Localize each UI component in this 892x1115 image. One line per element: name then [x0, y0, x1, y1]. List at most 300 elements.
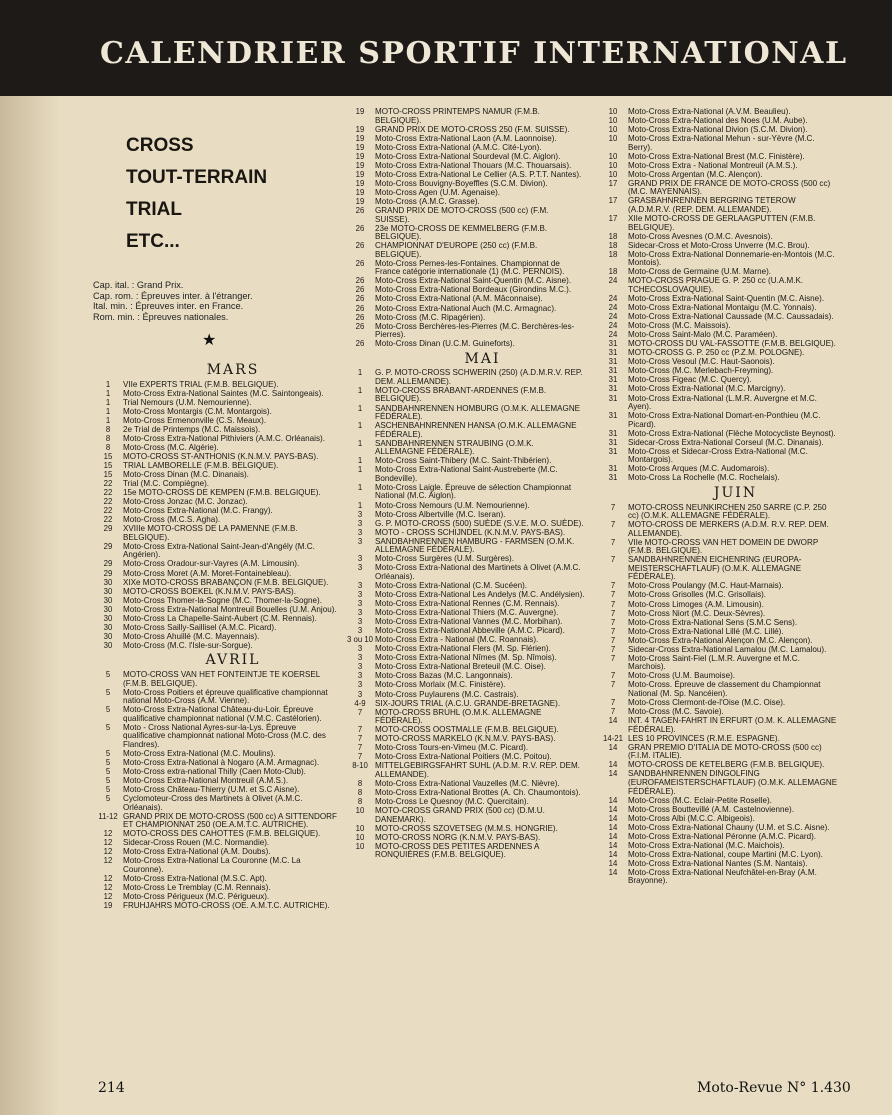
event-entry: [345, 242, 585, 259]
event-entry: [345, 511, 585, 520]
event-text: GRAND PRIX DE FRANCE DE MOTO-CROSS (500 cc) (M.C. MAYENNAIS).: [628, 178, 831, 197]
event-date: 31: [608, 348, 618, 358]
event-text: SANDBAHNRENNEN HAMBURG - FARMSEN (O.M.K. ALLEMAGNE FÉDÉRALE).: [375, 536, 575, 555]
event-date: 26: [355, 312, 365, 322]
event-text: XIXe MOTO-CROSS BRABANÇON (F.M.B. BELGIQUE).: [123, 577, 329, 587]
event-date: 8: [357, 778, 363, 788]
event-date: 31: [608, 464, 618, 474]
event-date: 30: [103, 604, 113, 614]
event-date: 26: [355, 339, 365, 349]
event-text: GRAN PREMIO D'ITALIA DE MOTO-CROSS (500 cc) (F.I.M. ITALIE).: [628, 742, 822, 761]
event-text: MOTO-CROSS NORG (K.N.M.V. PAYS-BAS).: [375, 832, 541, 842]
event-entry: [345, 135, 585, 144]
event-text: Moto-Cross Extra-National Flers (M. Sp. Flérien).: [375, 644, 551, 654]
event-date: 14: [608, 831, 618, 841]
event-entry: [598, 135, 838, 152]
event-entry: [598, 412, 838, 429]
event-entry: [598, 251, 838, 268]
event-text: Moto-Cross Extra - National (M.C. Roannais).: [375, 635, 539, 645]
event-text: Moto-Cross Arques (M.C. Audomarois).: [628, 464, 770, 474]
event-date: 26: [355, 321, 365, 331]
event-date: 14: [608, 813, 618, 823]
event-text: LES 10 PROVINCES (R.M.E. ESPAGNE).: [628, 733, 780, 743]
event-text: Moto-Cross. Épreuve de classement du Championnat National (M. Sp. Nancéien).: [628, 680, 821, 698]
event-date: 14: [608, 840, 618, 850]
event-text: Moto-Cross Extra-National (A.M. Mâconnaise).: [375, 294, 543, 304]
event-date: 3: [357, 617, 363, 627]
event-text: Moto-Cross Figeac (M.C. Quercy).: [628, 375, 752, 385]
event-date: 14: [608, 804, 618, 814]
event-date: 24: [608, 321, 618, 331]
event-date: 10: [355, 832, 365, 842]
event-date: 5: [105, 794, 111, 804]
event-date: 1: [357, 368, 363, 378]
event-date: 17: [608, 214, 618, 224]
event-date: 31: [608, 339, 618, 349]
abbr-line: Rom. min. : Épreuves nationales.: [93, 311, 229, 322]
event-entry: [598, 744, 838, 761]
event-entry: [93, 671, 338, 688]
event-date: 14: [608, 858, 618, 868]
event-entry: [598, 824, 838, 833]
event-text: Moto-Cross Poitiers et épreuve qualificative championnat national Moto-Cross (A.M. Vienne).: [123, 687, 328, 706]
event-text: MOTO-CROSS G. P. 250 cc (P.Z.M. POLOGNE).: [628, 348, 805, 358]
event-text: Moto-Cross Extra-National Vauzelles (M.C. Nièvre).: [375, 778, 560, 788]
event-text: Moto-Cross Tours-en-Vimeu (M.C. Picard).: [375, 743, 529, 753]
event-date: 12: [103, 874, 113, 884]
event-text: 15e MOTO-CROSS DE KEMPEN (F.M.B. BELGIQUE).: [123, 488, 321, 498]
event-date: 1: [357, 385, 363, 395]
event-entry: [598, 233, 838, 242]
event-text: Moto-Cross Puylaurens (M.C. Castrais).: [375, 689, 519, 699]
event-text: Moto-Cross Extra-National Divion (S.C.M. Divion).: [628, 125, 808, 135]
event-date: 18: [608, 240, 618, 250]
event-text: Moto-Cross Morlaix (M.C. Finistère).: [375, 680, 506, 690]
event-text: Moto-Cross Extra-National La Couronne (M.C. La Couronne).: [123, 856, 301, 875]
event-text: Moto-Cross (M.C. Merlebach-Freyming).: [628, 366, 774, 376]
event-text: Moto-Cross Extra-National Brottes (A. Ch. Chaumontois).: [375, 788, 581, 798]
event-date: 5: [105, 767, 111, 777]
event-date: 30: [103, 613, 113, 623]
event-date: 3: [357, 536, 363, 546]
event-entry: [598, 815, 838, 824]
event-text: Moto-Cross Extra-National Saint-Jean-d'Angély (M.C. Angérien).: [123, 541, 315, 560]
event-text: Moto-Cross Extra-National des Martinets à Olivet (A.M.C. Orléanais).: [375, 563, 581, 581]
event-text: Moto-Cross La Rochelle (M.C. Rochelais).: [628, 473, 780, 483]
event-date: 3: [357, 644, 363, 654]
event-date: 31: [608, 428, 618, 438]
event-entry: [598, 655, 838, 672]
event-entry: [598, 504, 838, 521]
event-entry: [598, 215, 838, 232]
event-text: MOTO - CROSS SCHIJNDEL (K.N.M.V. PAYS-BAS).: [375, 527, 566, 537]
event-entry: [598, 806, 838, 815]
event-text: Moto - Cross National Ayres-sur-la-Lys. Épreuve qualificative championnat national Moto-Cross (M.C. des Flandres).: [123, 722, 326, 749]
event-text: Moto-Cross Extra-National Thouars (M.C. Thouarsais).: [375, 160, 572, 170]
event-entry: [345, 153, 585, 162]
event-date: 5: [105, 785, 111, 795]
event-text: MOTO-CROSS DE KETELBERG (F.M.B. BELGIQUE).: [628, 760, 825, 770]
event-text: Moto-Cross Extra-National à Nogaro (A.M. Armagnac).: [123, 757, 320, 767]
event-date: 24: [608, 276, 618, 286]
event-date: 12: [103, 838, 113, 848]
event-date: 14: [608, 822, 618, 832]
event-date: 30: [103, 631, 113, 641]
event-date: 3: [357, 671, 363, 681]
event-entry: [598, 539, 838, 556]
month-heading: MARS: [206, 362, 260, 378]
event-date: 3: [357, 563, 363, 573]
event-date: 10: [608, 160, 618, 170]
event-entry: [345, 484, 585, 501]
event-text: MOTO-CROSS ST-ANTHONIS (K.N.M.V. PAYS-BAS).: [123, 451, 319, 461]
event-text: Moto-Cross Extra-National Breteuil (M.C. Oise).: [375, 662, 546, 672]
event-date: 7: [610, 653, 616, 663]
event-date: 3: [357, 680, 363, 690]
event-entry: [598, 395, 838, 412]
event-date: 3: [357, 554, 363, 564]
event-text: Moto-Cross Le Tremblay (C.M. Rennais).: [123, 883, 271, 893]
event-entry: [93, 570, 338, 579]
event-text: Moto-Cross Oradour-sur-Vayres (A.M. Limousin).: [123, 559, 300, 569]
event-entry: [93, 543, 338, 560]
event-date: 1: [105, 397, 111, 407]
event-entry: [345, 520, 585, 529]
event-date: 30: [103, 586, 113, 596]
event-date: 19: [355, 151, 365, 161]
event-date: 24: [608, 312, 618, 322]
event-text: SANDBAHNRENNEN DINGOLFING (EUROFAMEISTERSCHAFTLAUF) (O.M.K. ALLEMAGNE FÉDÉRALE).: [628, 769, 838, 796]
event-text: Sidecar-Cross Extra-National Lamalou (M.C. Lamalou).: [628, 644, 827, 654]
event-date: 7: [357, 725, 363, 735]
event-date: 31: [608, 437, 618, 447]
event-date: 19: [355, 133, 365, 143]
event-entry: [345, 314, 585, 323]
event-text: SIX-JOURS TRIAL (A.C.U. GRANDE-BRETAGNE).: [375, 698, 561, 708]
event-text: Moto-Cross Extra-National Alençon (M.C. Alençon).: [628, 635, 813, 645]
event-entry: [93, 813, 338, 830]
event-date: 14-21: [603, 733, 623, 743]
event-date: 7: [610, 617, 616, 627]
event-text: Moto-Cross Extra-National Les Andelys (M.C. Andélysien).: [375, 589, 585, 599]
event-date: 26: [355, 303, 365, 313]
abbreviation-legend: [93, 280, 253, 322]
event-entry: [93, 642, 338, 651]
event-entry: [345, 260, 585, 277]
event-date: 12: [103, 829, 113, 839]
event-date: 22: [103, 515, 113, 525]
event-date: 30: [103, 640, 113, 650]
event-entry: [93, 390, 338, 399]
event-date: 7: [610, 698, 616, 708]
event-text: Moto-Cross Extra-National Donnemarie-en-Montois (M.C. Montois).: [628, 249, 835, 268]
event-date: 8: [105, 424, 111, 434]
event-text: Moto-Cross Avesnes (O.M.C. Avesnois).: [628, 231, 773, 241]
event-date: 5: [105, 705, 111, 715]
event-text: G. P. MOTO-CROSS SCHWERIN (250) (A.D.M.R.V. REP. DEM. ALLEMANDE).: [375, 368, 583, 386]
event-date: 14: [608, 769, 618, 779]
event-date: 7: [357, 734, 363, 744]
event-text: Moto-Cross Albertville (M.C. Iseran).: [375, 509, 506, 519]
event-text: MOTO-CROSS DES CAHOTTES (F.M.B. BELGIQUE).: [123, 829, 321, 839]
event-text: MOTO-CROSS PRINTEMPS NAMUR (F.M.B. BELGIQUE).: [375, 107, 540, 125]
event-entry: [93, 689, 338, 706]
event-entry: [93, 588, 338, 597]
event-text: Moto-Cross Extra-National (M.C. Moulins).: [123, 748, 276, 758]
event-date: 8: [105, 442, 111, 452]
event-entry: [345, 305, 585, 314]
event-date: 10: [355, 841, 365, 851]
event-text: Moto-Cross Extra-National Lillé (M.C. Lillé).: [628, 626, 784, 636]
event-date: 26: [355, 294, 365, 304]
abbr-line: Ital. min. : Épreuves inter. en France.: [93, 301, 244, 311]
event-text: Moto-Cross Extra-National (A.M. Doubs).: [123, 847, 271, 857]
event-date: 15: [103, 470, 113, 480]
event-text: Moto-Cross Extra-National Mehun - sur-Yèvre (M.C. Berry).: [628, 134, 815, 152]
event-text: Moto-Cross Surgères (U.M. Surgères).: [375, 554, 514, 564]
event-date: 26: [355, 258, 365, 268]
event-date: 26: [355, 206, 365, 216]
event-text: Moto-Cross Jonzac (M.C. Jonzac).: [123, 497, 248, 507]
event-date: 14: [608, 716, 618, 726]
event-text: XVIIIe MOTO-CROSS DE LA PAMENNE (F.M.B. BELGIQUE).: [123, 524, 298, 542]
event-entry: [345, 108, 585, 125]
event-text: Moto-Cross Extra-National, coupe Martini (M.C. Lyon).: [628, 849, 823, 859]
event-date: 10: [608, 116, 618, 126]
event-text: Moto-Cross Bouttevillé (A.M. Castelnovienne).: [628, 804, 794, 814]
event-text: Moto-Cross (M.C. l'Isle-sur-Sorgue).: [123, 640, 253, 650]
event-text: Moto-Cross Pernes-les-Fontaines. Championnat de France catégorie internationale (1) (M.C. PERNOIS).: [375, 258, 565, 277]
event-text: Sidecar-Cross et Moto-Cross Unverre (M.C. Brou).: [628, 240, 810, 250]
event-text: MOTO-CROSS PRAGUE G. P. 250 cc (U.A.M.K. TCHECOSLOVAQUIE).: [628, 276, 804, 294]
event-text: Moto-Cross (M.C. Ripagérien).: [375, 312, 486, 322]
event-date: 26: [355, 276, 365, 286]
event-text: Moto-Cross Extra-National Rennes (C.M. Rennais).: [375, 599, 560, 609]
event-text: Moto-Cross Bazas (M.C. Langonnais).: [375, 671, 513, 681]
intro-line-4: ETC...: [126, 231, 180, 252]
event-entry: [598, 770, 838, 796]
event-entry: [345, 126, 585, 135]
event-text: SANDBAHNRENNEN EICHENRING (EUROPA-MEISTERSCHAFTLAUF) (O.M.K. ALLEMAGNE FÉDÉRALE).: [628, 555, 802, 582]
event-date: 7: [610, 707, 616, 717]
event-text: Moto-Cross Extra-National (M.S.C. Apt).: [123, 874, 267, 884]
event-entry: [598, 735, 838, 744]
event-date: 8: [357, 797, 363, 807]
event-entry: [598, 385, 838, 394]
event-date: 7: [610, 608, 616, 618]
event-text: Moto-Cross Extra-National (C.M. Sucéen).: [375, 580, 528, 590]
event-text: VIIe EXPERTS TRIAL (F.M.B. BELGIQUE).: [123, 379, 279, 389]
event-entry: [93, 381, 338, 390]
event-date: 3: [357, 653, 363, 663]
event-date: 3: [357, 662, 363, 672]
event-text: Moto-Cross Extra-National Nîmes (M. Sp. Nîmois).: [375, 653, 557, 663]
event-date: 7: [610, 520, 616, 530]
intro-line-3: TRIAL: [126, 199, 182, 220]
event-date: 5: [105, 687, 111, 697]
abbr-line: Cap. rom. : Épreuves inter. à l'étranger.: [93, 290, 253, 301]
event-entry: [598, 153, 838, 162]
event-date: 3: [357, 626, 363, 636]
event-text: Moto-Cross Périgueux (M.C. Périgueux).: [123, 892, 270, 902]
event-date: 19: [355, 196, 365, 206]
event-text: Moto-Cross Extra-National Le Cellier (A.S. P.T.T. Nantes).: [375, 169, 582, 179]
event-text: VIIe MOTO-CROSS VAN HET DOMEIN DE DWORP (F.M.B. BELGIQUE).: [628, 537, 819, 556]
event-text: SANDBAHNRENNEN HOMBURG (O.M.K. ALLEMAGNE FÉDÉRALE).: [375, 403, 581, 422]
event-text: Moto-Cross de Germaine (U.M. Marne).: [628, 267, 772, 277]
event-text: 23e MOTO-CROSS DE KEMMELBERG (F.M.B. BELGIQUE).: [375, 223, 548, 242]
event-text: CHAMPIONNAT D'EUROPE (250 cc) (F.M.B. BELGIQUE).: [375, 241, 538, 259]
event-date: 1: [357, 421, 363, 431]
event-date: 31: [608, 375, 618, 385]
event-text: Moto-Cross Ermenonville (C.S. Meaux).: [123, 415, 267, 425]
event-date: 26: [355, 241, 365, 251]
event-date: 22: [103, 479, 113, 489]
event-date: 10: [608, 107, 618, 116]
event-text: MOTO-CROSS BRUHL (O.M.K. ALLEMAGNE FÉDÉRALE).: [375, 707, 542, 726]
event-text: Moto-Cross Extra-National Saint-Quentin (M.C. Aisne).: [375, 276, 572, 286]
event-date: 31: [608, 366, 618, 376]
event-entry: [93, 417, 338, 426]
event-date: 14: [608, 795, 618, 805]
event-text: INT. 4 TAGEN-FAHRT IN ERFURT (O.M. K. ALLEMAGNE FÉDÉRALE).: [628, 716, 837, 734]
event-date: 10: [608, 169, 618, 179]
event-text: Moto-Cross Extra-National Neufchâtel-en-Bray (A.M. Brayonne).: [628, 867, 817, 886]
event-date: 1: [357, 456, 363, 466]
event-text: Moto-Cross Extra-National (A.M.C. Cité-Lyon).: [375, 142, 542, 152]
event-entry: [598, 521, 838, 538]
event-entry: [598, 637, 838, 646]
event-date: 5: [105, 757, 111, 767]
event-text: Moto-Cross Poulangy (M.C. Haut-Marnais).: [628, 581, 784, 591]
event-date: 31: [608, 411, 618, 421]
event-text: Moto-Cross Extra-National Nantes (S.M. Nantais).: [628, 858, 808, 868]
event-date: 31: [608, 357, 618, 367]
event-date: 24: [608, 303, 618, 313]
intro-line-2: TOUT-TERRAIN: [126, 167, 268, 188]
event-text: GRASBAHNRENNEN BERGRING TETEROW (A.D.M.R.V. (REP. DEM. ALLEMANDE).: [628, 196, 796, 215]
event-text: Moto-Cross Extra-National Thiers (M.C. Auvergne).: [375, 608, 559, 618]
event-entry: [598, 197, 838, 214]
event-entry: [598, 180, 838, 197]
event-entry: [93, 560, 338, 569]
event-text: FRUHJAHRS MOTO-CROSS (OE. A.M.T.C. AUTRICHE).: [123, 901, 330, 911]
event-date: 3: [357, 599, 363, 609]
event-text: Moto-Cross Extra-National Abbeville (A.M.C. Picard).: [375, 626, 565, 636]
event-date: 7: [357, 752, 363, 762]
event-entry: [93, 597, 338, 606]
event-entry: [345, 295, 585, 304]
event-entry: [345, 340, 585, 349]
event-text: MOTO-CROSS OOSTMALLE (F.M.B. BELGIQUE).: [375, 725, 559, 735]
event-date: 15: [103, 451, 113, 461]
event-text: Sidecar-Cross Rouen (M.C. Normandie).: [123, 838, 270, 848]
event-text: 2e Trial de Printemps (M.C. Maissois).: [123, 424, 261, 434]
event-date: 19: [355, 160, 365, 170]
event-entry: [345, 225, 585, 242]
event-entry: [93, 525, 338, 542]
event-text: Moto-Cross (M.C. Savoie).: [628, 707, 724, 717]
event-text: Moto-Cross Vesoul (M.C. Haut-Saonois).: [628, 357, 775, 367]
column-2: [345, 108, 585, 860]
event-text: Moto-Cross Extra-National (A.V.M. Beaulieu).: [628, 107, 791, 116]
event-text: Moto-Cross Extra-National Saint-Quentin (M.C. Aisne).: [628, 293, 825, 303]
event-text: MOTO-CROSS DES PETITES ARDENNES A RONQUIÈRES (F.M.B. BELGIQUE).: [375, 841, 540, 860]
event-text: Trial (M.C. Compiègne).: [123, 479, 210, 489]
event-date: 7: [610, 555, 616, 565]
event-date: 8: [105, 433, 111, 443]
event-entry: [598, 717, 838, 734]
event-entry: [598, 869, 838, 886]
event-text: MOTO-CROSS NEUNKIRCHEN 250 SARRE (C.P. 250 cc) (O.M.K. ALLEMAGNE FÉDÉRALE).: [628, 502, 827, 521]
event-text: MOTO-CROSS SZOVETSEG (M.M.S. HONGRIE).: [375, 823, 558, 833]
event-date: 18: [608, 231, 618, 241]
event-text: Cyclomoteur-Cross des Martinets à Olivet (A.M.C. Orléanais).: [123, 794, 303, 812]
event-entry: [93, 724, 338, 750]
event-text: Moto-Cross Moret (A.M. Moret-Fontainebleau).: [123, 568, 292, 578]
event-text: Trial Nemours (U.M. Nemourienne).: [123, 397, 252, 407]
event-text: Moto-Cross Albi (M.C.C. Albigeois).: [628, 813, 755, 823]
event-entry: [598, 474, 838, 483]
event-text: Moto-Cross Extra-National Caussade (M.C. Caussadais).: [628, 312, 834, 322]
event-date: 19: [355, 178, 365, 188]
event-date: 3: [357, 518, 363, 528]
event-entry: [598, 610, 838, 619]
event-date: 7: [610, 502, 616, 512]
event-text: Moto-Cross Nemours (U.M. Nemourienne).: [375, 500, 530, 510]
event-date: 3: [357, 527, 363, 537]
event-entry: [345, 681, 585, 690]
event-text: Moto-Cross (U.M. Baumoise).: [628, 671, 736, 681]
event-date: 18: [608, 267, 618, 277]
event-text: MOTO-CROSS BOEKEL (K.N.M.V. PAYS-BAS).: [123, 586, 297, 596]
event-date: 19: [355, 142, 365, 152]
event-date: 17: [608, 196, 618, 206]
event-text: Moto-Cross (M.C. Maissois).: [628, 321, 731, 331]
title-banner: [0, 0, 892, 96]
event-text: MOTO-CROSS VAN HET FONTEINTJE TE KOERSEL (F.M.B. BELGIQUE).: [123, 670, 320, 688]
event-text: ASCHENBAHNRENNEN HANSA (O.M.K. ALLEMAGNE FÉDÉRALE).: [375, 421, 577, 439]
event-text: Moto-Cross Le Quesnoy (M.C. Quercitain).: [375, 797, 529, 807]
event-date: 1: [105, 406, 111, 416]
event-date: 7: [610, 680, 616, 690]
event-text: Moto-Cross Extra-National Laon (A.M. Laonnoise).: [375, 133, 557, 143]
event-text: XIIe MOTO-CROSS DE GERLAAGPUTTEN (F.M.B. BELGIQUE).: [628, 214, 816, 232]
event-text: SANDBAHNRENNEN STRAUBING (O.M.K. ALLEMAGNE FÉDÉRALE).: [375, 438, 534, 457]
event-date: 31: [608, 446, 618, 456]
event-text: Moto-Cross Extra-National (Flèche Motocycliste Beynost).: [628, 428, 836, 438]
event-date: 31: [608, 384, 618, 394]
event-date: 24: [608, 330, 618, 340]
event-date: 26: [355, 285, 365, 295]
event-text: Moto-Cross Extra-National Bordeaux (Girondins M.C.).: [375, 285, 572, 295]
event-entry: [93, 795, 338, 812]
event-text: Moto-Cross Extra-National Auch (M.C. Armagnac).: [375, 303, 557, 313]
event-entry: [93, 902, 338, 911]
event-entry: [93, 706, 338, 723]
event-text: Moto-Cross Saint-Malo (M.C. Paraméen).: [628, 330, 778, 340]
event-text: Moto-Cross extra-national Thilly (Caen Moto-Club).: [123, 767, 306, 777]
event-text: Moto-Cross Extra-National Vannes (M.C. Morbihan).: [375, 617, 563, 627]
event-date: 10: [608, 125, 618, 135]
event-text: Moto-Cross Grisolles (M.C. Grisollais).: [628, 590, 767, 600]
event-entry: [345, 440, 585, 457]
event-entry: [93, 857, 338, 874]
event-date: 11-12: [98, 811, 118, 821]
event-text: Moto-Cross Saint-Fiel (L.M.R. Auvergne et M.C. Marchois).: [628, 653, 800, 672]
event-date: 19: [355, 124, 365, 134]
intro-line-1: CROSS: [126, 135, 194, 156]
